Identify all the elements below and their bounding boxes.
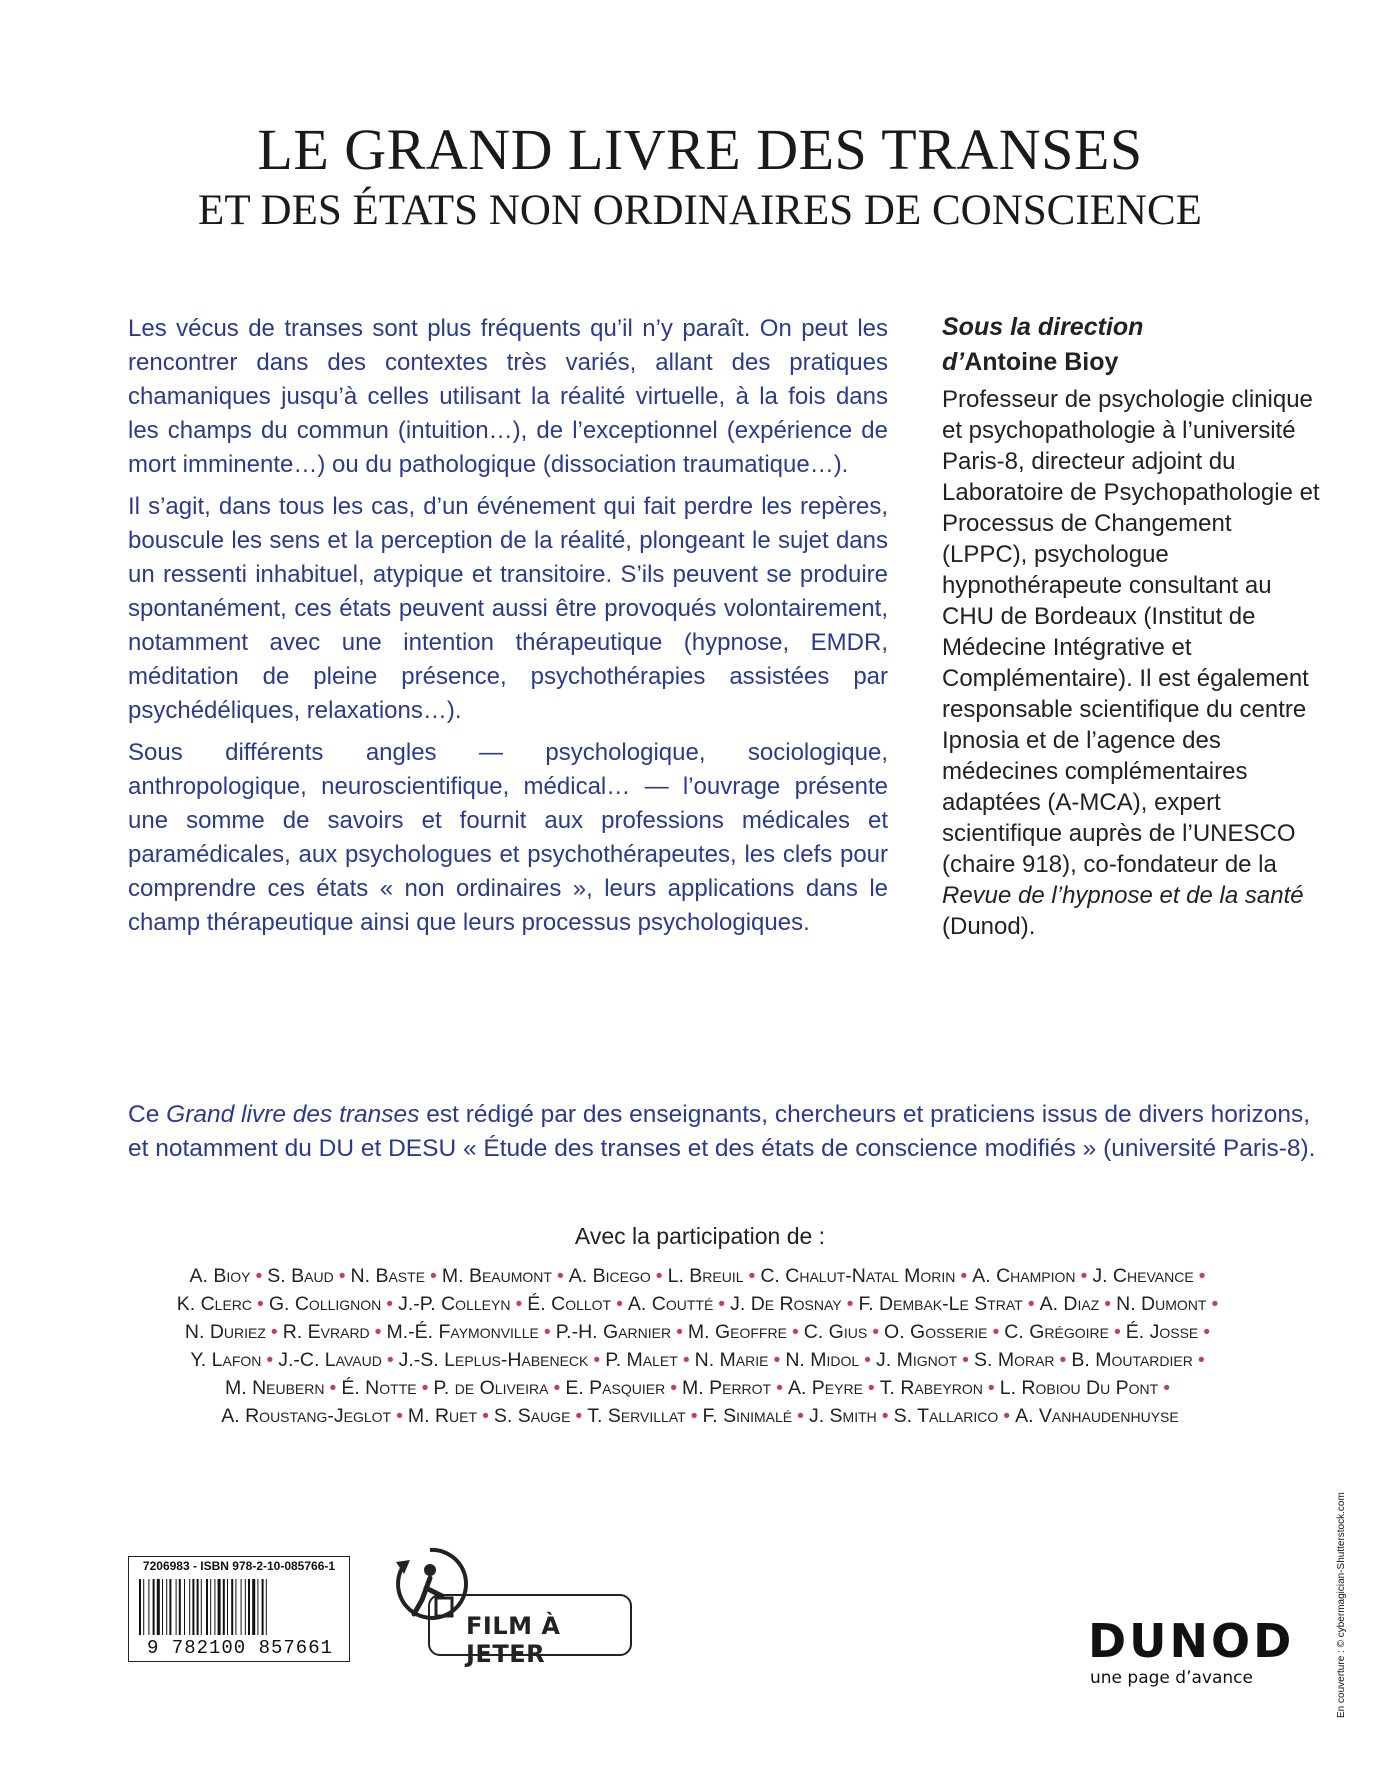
cover-credit: En couverture : © cybermagician-Shutterstock.com [1336, 1492, 1347, 1718]
note-book-title: Grand livre des transes [166, 1101, 420, 1128]
contributor-name: J. Mignot [875, 1349, 958, 1371]
bullet-separator: • [992, 1321, 1000, 1343]
isbn-label: 7206983 - ISBN 978-2-10-085766-1 [142, 1559, 336, 1573]
bullet-separator: • [987, 1377, 995, 1399]
contributor-name: N. Baste [350, 1265, 426, 1287]
bullet-separator: • [386, 1349, 394, 1371]
isbn-digits: 9 782100 857661 [146, 1637, 334, 1659]
bullet-separator: • [270, 1321, 278, 1343]
editor-bio [942, 384, 1322, 942]
contributor-name: É. Collot [527, 1293, 612, 1315]
bullet-separator: • [962, 1349, 969, 1371]
book-subtitle: ET DES ÉTATS NON ORDINAIRES DE CONSCIENCE [198, 187, 1202, 234]
editor-name [942, 347, 1322, 378]
contributor-name: N. Duriez [184, 1321, 266, 1343]
contributor-name: P.-H. Garnier [555, 1321, 672, 1343]
contributor-name: L. Robiou Du Pont [999, 1377, 1159, 1399]
contributor-name: A. Bioy [189, 1265, 251, 1287]
back-cover-blurb [128, 312, 888, 948]
bullet-separator: • [690, 1405, 698, 1427]
bullet-separator: • [1197, 1349, 1205, 1371]
contributor-name: P. Malet [605, 1349, 678, 1371]
contributor-name: B. Moutardier [1071, 1349, 1193, 1371]
contributor-name: K. Clerc [176, 1293, 253, 1315]
contributor-name: A. Vanhaudenhuyse [1015, 1405, 1179, 1427]
contributor-name: S. Morar [973, 1349, 1055, 1371]
contributor-name: F. Sinimalé [702, 1405, 793, 1427]
bullet-separator: • [1080, 1265, 1088, 1287]
bullet-separator: • [872, 1321, 880, 1343]
film-disposal-label: FILM À JETER [466, 1612, 561, 1668]
publisher-tagline: une page d’avance [1090, 1668, 1253, 1688]
contributor-name: N. Marie [694, 1349, 769, 1371]
editor-bio-text: Professeur de psychologie clinique et psychopathologie à l’université Paris-8, directeur adjoint du Laboratoire de Psychopathologie et Processus de Changement (LPPC), psychologue hypnothérapeute consultant au CHU de Bordeaux (Institut de Médecine Intégrative et Complémentaire). Il est également responsable scientifique du centre Ipnosia et de l’agence des médecines complémentaires adaptées (A-MCA), expert scientifique auprès de l’UNESCO (chaire 918), co-fondateur de la [942, 386, 1320, 878]
editor-prefix: d’ [942, 348, 965, 376]
contributor-name: G. Collignon [268, 1293, 382, 1315]
contributor-name: J.-P. Colleyn [398, 1293, 511, 1315]
bullet-separator: • [482, 1405, 489, 1427]
blurb-paragraph-1: Les vécus de transes sont plus fréquents qu’il n’y paraît. On peut les rencontrer dans des contextes très variés, allant des pratiques chamaniques jusqu’à celles utilisant la réalité virtuelle, à la fois dans les champs du commun (intuition…), de l’exceptionnel (expérience de mort imminente…) ou du pathologique (dissociation traumatique…). [128, 315, 888, 478]
bullet-separator: • [421, 1377, 429, 1399]
bullet-separator: • [1113, 1321, 1121, 1343]
contributor-name: M. Neubern [224, 1377, 325, 1399]
bullet-separator: • [556, 1265, 564, 1287]
contributor-name: N. Dumont [1116, 1293, 1207, 1315]
bullet-separator: • [616, 1293, 623, 1315]
bullet-separator: • [374, 1321, 382, 1343]
contributor-name: T. Rabeyron [879, 1377, 983, 1399]
contributor-name: M. Perrot [682, 1377, 772, 1399]
contributor-name: M. Ruet [407, 1405, 478, 1427]
bullet-separator: • [543, 1321, 551, 1343]
bullet-separator: • [1027, 1293, 1035, 1315]
contributor-line [120, 1318, 1280, 1346]
editor-heading: Sous la direction [942, 313, 1144, 341]
blurb-paragraph-2: Il s’agit, dans tous les cas, d’un événement qui fait perdre les repères, bouscule les sens et la perception de la réalité, plongeant le sujet dans un ressenti inhabituel, atypique et transitoire. S’ils peuvent se produire spontanément, ces états peuvent aussi être provoqués volontairement, notamment avec une intention thérapeutique (hypnose, EMDR, méditation de pleine présence, psychothérapies assistées par psychédéliques, relaxations…). [128, 493, 888, 724]
contributor-line [120, 1374, 1280, 1402]
bullet-separator: • [1203, 1321, 1211, 1343]
bullet-separator: • [960, 1265, 968, 1287]
contributor-name: A. Peyre [787, 1377, 863, 1399]
contributor-name: J. Smith [808, 1405, 877, 1427]
bullet-separator: • [338, 1265, 346, 1287]
blurb-paragraph-3: Sous différents angles — psychologique, sociologique, anthropologique, neuroscientifique, médical… — l’ouvrage présente une somme de savoirs et fournit aux professions médicales et paramédicales, aux psychologues et psychothérapeutes, les clefs pour comprendre ces états « non ordinaires », leurs applications dans le champ thérapeutique ainsi que leurs processus psychologiques. [128, 739, 888, 936]
contributor-name: J.-C. Lavaud [278, 1349, 382, 1371]
contributor-line [120, 1346, 1280, 1374]
bullet-separator: • [670, 1377, 678, 1399]
contributor-name: S. Sauge [493, 1405, 571, 1427]
book-title: LE GRAND LIVRE DES TRANSES [257, 117, 1143, 182]
bullet-separator: • [430, 1265, 437, 1287]
bullet-separator: • [867, 1377, 875, 1399]
contributor-name: E. Pasquier [565, 1377, 666, 1399]
contributor-name: A. Bicego [568, 1265, 651, 1287]
bullet-separator: • [682, 1349, 690, 1371]
bullet-separator: • [255, 1265, 263, 1287]
bullet-separator: • [1198, 1265, 1206, 1287]
contributor-name: M. Geoffre [687, 1321, 787, 1343]
participation-label: Avec la participation de : [574, 1223, 826, 1249]
bullet-separator: • [655, 1265, 663, 1287]
bullet-separator: • [676, 1321, 683, 1343]
bullet-separator: • [1104, 1293, 1112, 1315]
contributor-name: M.-É. Faymonville [386, 1321, 539, 1343]
contributor-list [120, 1262, 1280, 1430]
bullet-separator: • [329, 1377, 337, 1399]
contributor-name: R. Evrard [282, 1321, 370, 1343]
bullet-separator: • [1059, 1349, 1067, 1371]
contributor-name: C. Gius [803, 1321, 868, 1343]
bullet-separator: • [1211, 1293, 1219, 1315]
contributor-name: A. Diaz [1039, 1293, 1100, 1315]
publisher-logo: DUNOD [1088, 1614, 1295, 1668]
bullet-separator: • [266, 1349, 274, 1371]
bullet-separator: • [1003, 1405, 1011, 1427]
contributor-name: J.-S. Leplus-Habeneck [398, 1349, 589, 1371]
isbn-barcode [128, 1556, 350, 1662]
contributor-name: S. Tallarico [893, 1405, 999, 1427]
journal-title: Revue de l’hypnose et de la santé [942, 882, 1304, 909]
bullet-separator: • [257, 1293, 264, 1315]
note-before: Ce [128, 1101, 167, 1128]
bullet-separator: • [718, 1293, 726, 1315]
bullet-separator: • [386, 1293, 394, 1315]
contributor-name: É. Josse [1125, 1321, 1199, 1343]
bullet-separator: • [773, 1349, 781, 1371]
bullet-separator: • [846, 1293, 854, 1315]
contributor-name: P. de Oliveira [433, 1377, 549, 1399]
contributor-name: S. Baud [267, 1265, 334, 1287]
bullet-separator: • [791, 1321, 799, 1343]
bullet-separator: • [593, 1349, 601, 1371]
bullet-separator: • [575, 1405, 583, 1427]
journal-publisher: (Dunod). [942, 913, 1036, 940]
bullet-separator: • [881, 1405, 889, 1427]
film-disposal-badge [428, 1594, 632, 1668]
contributor-name: A. Champion [972, 1265, 1076, 1287]
bullet-separator: • [864, 1349, 871, 1371]
barcode-icon [139, 1579, 339, 1635]
bullet-separator: • [748, 1265, 756, 1287]
contributor-name: J. De Rosnay [730, 1293, 842, 1315]
contributor-line [120, 1402, 1280, 1430]
contributor-name: T. Servillat [587, 1405, 686, 1427]
contributor-name: A. Roustang-Jeglot [221, 1405, 392, 1427]
contributor-name: O. Gosserie [884, 1321, 988, 1343]
contributor-name: N. Midol [785, 1349, 860, 1371]
contributor-name: M. Beaumont [441, 1265, 552, 1287]
contributor-name: A. Coutté [627, 1293, 714, 1315]
bullet-separator: • [553, 1377, 561, 1399]
contributor-name: L. Breuil [667, 1265, 744, 1287]
bullet-separator: • [797, 1405, 804, 1427]
bullet-separator: • [515, 1293, 523, 1315]
bullet-separator: • [1163, 1377, 1171, 1399]
contributor-name: C. Chalut-Natal Morin [760, 1265, 956, 1287]
author-block [942, 312, 1322, 942]
contributor-line [120, 1262, 1280, 1290]
contributor-name: Y. Lafon [190, 1349, 262, 1371]
contributor-name: É. Notte [341, 1377, 417, 1399]
bullet-separator: • [776, 1377, 783, 1399]
note-after: est rédigé par des enseignants, chercheurs et praticiens issus de divers horizons, et notamment du DU et DESU « Étude des transes et des états de conscience modifiés » (université Paris-8). [128, 1101, 1316, 1162]
bullet-separator: • [396, 1405, 403, 1427]
contributor-name: F. Dembak-Le Strat [858, 1293, 1023, 1315]
contributor-name: C. Grégoire [1004, 1321, 1109, 1343]
contributor-line [120, 1290, 1280, 1318]
book-origin-note [128, 1098, 1318, 1166]
editor-name-text: Antoine Bioy [964, 348, 1119, 376]
contributor-name: J. Chevance [1092, 1265, 1194, 1287]
